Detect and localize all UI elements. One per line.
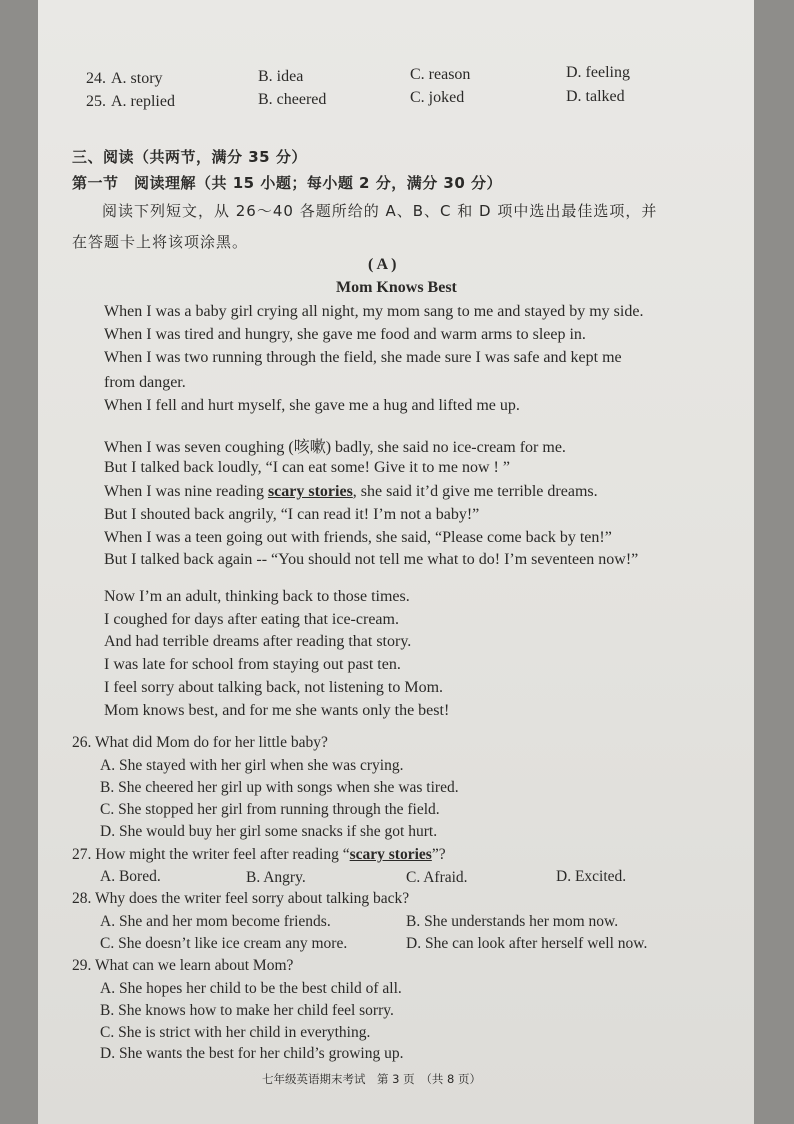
q25-option-d: D. talked — [566, 88, 625, 105]
question-28-option-d: D. She can look after herself well now. — [406, 935, 648, 952]
passage-line: I feel sorry about talking back, not listening to Mom. — [104, 679, 444, 696]
question-27-option-c: C. Afraid. — [406, 869, 468, 886]
question-27-text: ”? — [431, 846, 446, 863]
q25-option-b: B. cheered — [258, 91, 327, 108]
q24-option-c: C. reason — [410, 66, 471, 83]
question-29-option: D. She wants the best for her child’s growing up. — [100, 1045, 404, 1062]
q25-option-a: A. replied — [111, 93, 175, 110]
passage-line: When I was tired and hungry, she gave me food and warm arms to sleep in. — [104, 326, 586, 343]
page-footer: 七年级英语期末考试 第 3 页 （共 8 页） — [262, 1072, 482, 1086]
q25-option-c: C. joked — [410, 89, 465, 106]
passage-line: When I was a baby girl crying all night, my mom sang to me and stayed by my side. — [104, 303, 644, 320]
passage-line: But I talked back loudly, “I can eat some! Give it to me now ! ” — [104, 459, 510, 476]
question-28-option-a: A. She and her mom become friends. — [100, 913, 331, 930]
question-29-option: A. She hopes her child to be the best child of all. — [100, 980, 402, 997]
passage-line: When I was a teen going out with friends, she said, “Please come back by ten!” — [104, 529, 612, 546]
question-28-stem: 28. Why does the writer feel sorry about talking back? — [72, 890, 410, 907]
passage-title: Mom Knows Best — [336, 279, 457, 296]
question-26-stem: 26. What did Mom do for her little baby? — [72, 734, 328, 751]
q24-option-b: B. idea — [258, 68, 304, 85]
passage-line: I coughed for days after eating that ice-cream. — [104, 611, 399, 628]
q24-option-d: D. feeling — [566, 64, 630, 81]
question-29-option: C. She is strict with her child in everything. — [100, 1024, 371, 1041]
section-subheading: 第一节 阅读理解（共 15 小题；每小题 2 分，满分 30 分） — [72, 174, 503, 192]
question-27-stem — [72, 846, 446, 864]
instruction-line-1: 阅读下列短文，从 26～40 各题所给的 A、B、C 和 D 项中选出最佳选项，并 — [102, 202, 658, 220]
passage-line — [104, 483, 598, 501]
passage-text: When I was nine reading — [104, 483, 268, 500]
section-heading: 三、阅读（共两节，满分 35 分） — [72, 148, 307, 166]
question-26-option: D. She would buy her girl some snacks if she got hurt. — [100, 823, 438, 840]
question-29-stem: 29. What can we learn about Mom? — [72, 957, 294, 974]
passage-line: Mom knows best, and for me she wants only the best! — [104, 702, 450, 719]
instruction-line-2: 在答题卡上将该项涂黑。 — [72, 233, 249, 251]
passage-label: ( A ) — [368, 256, 397, 273]
passage-line: When I was seven coughing (咳嗽) badly, she said no ice-cream for me. — [104, 439, 566, 456]
q24-num-a: 24. — [86, 70, 106, 87]
passage-line: When I was two running through the field, she made sure I was safe and kept me — [104, 349, 622, 366]
question-27-text: 27. How might the writer feel after reading “ — [72, 846, 350, 863]
passage-line: But I shouted back angrily, “I can read it! I’m not a baby!” — [104, 506, 480, 523]
question-28-option-b: B. She understands her mom now. — [406, 913, 619, 930]
exam-page — [38, 0, 754, 1124]
scary-stories-phrase: scary stories — [349, 846, 432, 863]
passage-line: And had terrible dreams after reading that story. — [104, 633, 412, 650]
question-27-option-d: D. Excited. — [556, 868, 627, 885]
passage-line: But I talked back again -- “You should not tell me what to do! I’m seventeen now!” — [104, 551, 639, 568]
passage-line: When I fell and hurt myself, she gave me a hug and lifted me up. — [104, 397, 520, 414]
passage-line: I was late for school from staying out past ten. — [104, 656, 401, 673]
question-28-option-c: C. She doesn’t like ice cream any more. — [100, 935, 348, 952]
passage-line: from danger. — [104, 374, 186, 391]
question-26-option: B. She cheered her girl up with songs when she was tired. — [100, 779, 459, 796]
q25-num: 25. — [86, 93, 106, 110]
question-27-option-a: A. Bored. — [100, 868, 161, 885]
question-26-option: C. She stopped her girl from running through the field. — [100, 801, 440, 818]
question-26-option: A. She stayed with her girl when she was crying. — [100, 757, 404, 774]
question-27-option-b: B. Angry. — [246, 869, 306, 886]
scary-stories-phrase: scary stories — [267, 483, 353, 500]
passage-line: Now I’m an adult, thinking back to those times. — [104, 588, 410, 605]
question-29-option: B. She knows how to make her child feel sorry. — [100, 1002, 394, 1019]
q24-option-a: A. story — [111, 70, 163, 87]
passage-text: , she said it’d give me terrible dreams. — [352, 483, 598, 500]
